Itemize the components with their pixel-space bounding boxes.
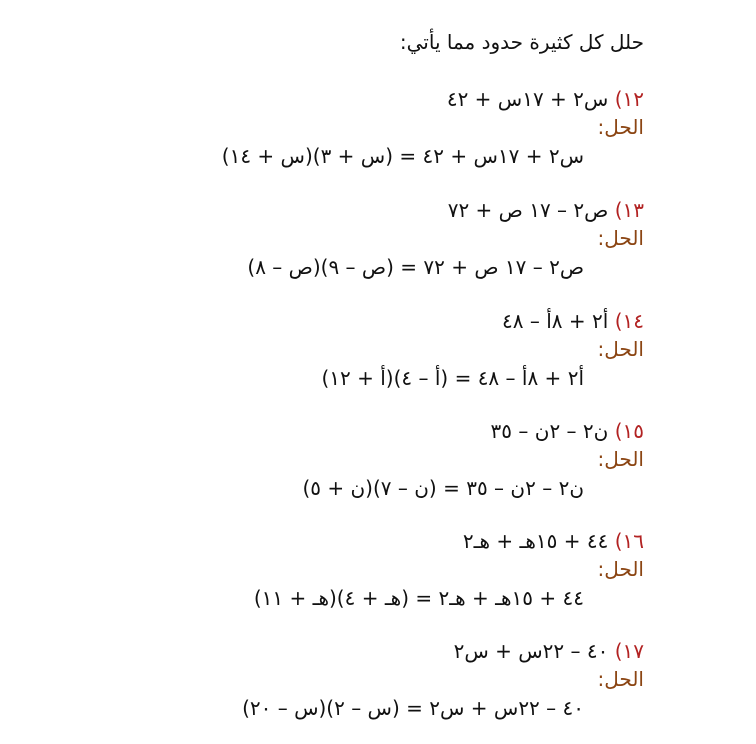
problem-expression: س٢ + ١٧س + ٤٢ [446, 87, 609, 111]
problem-expression: ص٢ – ١٧ ص + ٧٢ [447, 198, 609, 222]
problem-solution: ص٢ – ١٧ ص + ٧٢ = (ص – ٩)(ص – ٨) [247, 255, 584, 279]
problem-15 [60, 416, 644, 504]
problem-14 [60, 306, 644, 394]
problem-question [60, 526, 644, 556]
solution-label: الحل: [597, 226, 644, 250]
problem-question [60, 195, 644, 225]
problem-16 [60, 526, 644, 614]
problem-number: ١٢) [614, 87, 644, 111]
problem-12 [60, 84, 644, 172]
problem-question [60, 306, 644, 336]
problem-question [60, 416, 644, 446]
problem-question [60, 636, 644, 666]
problem-solution: أ٢ + ٨أ – ٤٨ = (أ – ٤)(أ + ١٢) [321, 366, 584, 390]
problem-question [60, 84, 644, 114]
problem-solution: ن٢ – ٢ن – ٣٥ = (ن – ٧)(ن + ٥) [302, 476, 584, 500]
problem-number: ١٣) [614, 198, 644, 222]
problem-number: ١٧) [614, 639, 644, 663]
problem-expression: ن٢ – ٢ن – ٣٥ [490, 419, 609, 443]
solution-label: الحل: [597, 447, 644, 471]
worksheet-title: حلل كل كثيرة حدود مما يأتي: [399, 30, 644, 54]
problem-expression: ٤٠ – ٢٢س + س٢ [453, 639, 609, 663]
solution-label: الحل: [597, 115, 644, 139]
problem-expression: ٤٤ + ١٥هـ + هـ٢ [462, 529, 609, 553]
problem-number: ١٤) [614, 309, 644, 333]
solution-label: الحل: [597, 337, 644, 361]
problem-13 [60, 195, 644, 283]
solution-label: الحل: [597, 557, 644, 581]
solution-label: الحل: [597, 667, 644, 691]
problem-solution: ٤٤ + ١٥هـ + هـ٢ = (هـ + ٤)(هـ + ١١) [253, 586, 584, 610]
problem-number: ١٥) [614, 419, 644, 443]
problem-17 [60, 636, 644, 724]
problem-solution: ٤٠ – ٢٢س + س٢ = (س – ٢)(س – ٢٠) [242, 696, 584, 720]
problem-expression: أ٢ + ٨أ – ٤٨ [502, 309, 609, 333]
problem-solution: س٢ + ١٧س + ٤٢ = (س + ٣)(س + ١٤) [221, 144, 584, 168]
problem-number: ١٦) [614, 529, 644, 553]
